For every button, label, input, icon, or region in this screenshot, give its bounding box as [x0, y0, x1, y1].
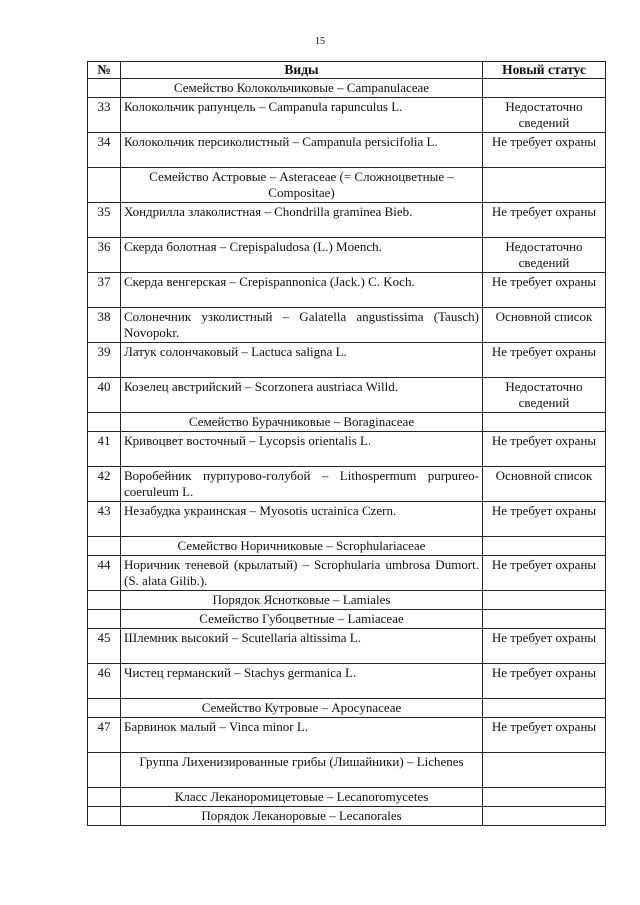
status-value: Недостаточно сведений: [483, 98, 606, 133]
row-number-cell: [88, 753, 121, 788]
row-number-cell: [88, 79, 121, 98]
row-number: 45: [88, 629, 121, 664]
species-name: Барвинок малый – Vinca minor L.: [121, 718, 483, 753]
group-row: [88, 610, 606, 629]
table-row: [88, 203, 606, 238]
table-row: [88, 467, 606, 502]
status-value: Не требует охраны: [483, 343, 606, 378]
status-cell: [483, 591, 606, 610]
row-number: 35: [88, 203, 121, 238]
status-value: Не требует охраны: [483, 203, 606, 238]
group-title: Группа Лихенизированные грибы (Лишайники) – Lichenes: [121, 753, 483, 788]
table-row: [88, 432, 606, 467]
group-row: [88, 807, 606, 826]
row-number: 34: [88, 133, 121, 168]
table-row: [88, 378, 606, 413]
group-title: Семейство Кутровые – Apocynaceae: [121, 699, 483, 718]
species-name: Колокольчик рапунцель – Campanula rapunculus L.: [121, 98, 483, 133]
row-number: 39: [88, 343, 121, 378]
species-name: Скерда болотная – Crepispaludosa (L.) Moench.: [121, 238, 483, 273]
table-row: [88, 98, 606, 133]
status-value: Недостаточно сведений: [483, 378, 606, 413]
table-body: [88, 79, 606, 826]
table-header-row: [88, 62, 606, 79]
row-number-cell: [88, 168, 121, 203]
row-number-cell: [88, 591, 121, 610]
row-number: 40: [88, 378, 121, 413]
group-row: [88, 753, 606, 788]
row-number-cell: [88, 788, 121, 807]
group-title: Семейство Колокольчиковые – Campanulaceae: [121, 79, 483, 98]
row-number: 47: [88, 718, 121, 753]
row-number: 33: [88, 98, 121, 133]
table-row: [88, 502, 606, 537]
status-value: Не требует охраны: [483, 556, 606, 591]
species-name: Колокольчик персиколистный – Campanula persicifolia L.: [121, 133, 483, 168]
species-name: Шлемник высокий – Scutellaria altissima L.: [121, 629, 483, 664]
status-value: Не требует охраны: [483, 629, 606, 664]
status-cell: [483, 168, 606, 203]
row-number-cell: [88, 807, 121, 826]
species-name: Скерда венгерская – Crepispannonica (Jack.) C. Koch.: [121, 273, 483, 308]
status-cell: [483, 807, 606, 826]
status-cell: [483, 753, 606, 788]
species-name: Солонечник узколистный – Galatella angustissima (Tausch) Novopokr.: [121, 308, 483, 343]
table-row: [88, 718, 606, 753]
status-value: Не требует охраны: [483, 273, 606, 308]
row-number-cell: [88, 610, 121, 629]
table-row: [88, 133, 606, 168]
group-title: Семейство Губоцветные – Lamiaceae: [121, 610, 483, 629]
row-number: 42: [88, 467, 121, 502]
row-number: 41: [88, 432, 121, 467]
group-title: Порядок Леканоровые – Lecanorales: [121, 807, 483, 826]
species-name: Козелец австрийский – Scorzonera austriaca Willd.: [121, 378, 483, 413]
group-row: [88, 537, 606, 556]
row-number-cell: [88, 413, 121, 432]
status-cell: [483, 79, 606, 98]
species-status-table: [87, 61, 606, 826]
species-name: Чистец германский – Stachys germanica L.: [121, 664, 483, 699]
row-number: 36: [88, 238, 121, 273]
species-name: Незабудка украинская – Myosotis ucrainica Czern.: [121, 502, 483, 537]
group-title: Семейство Бурачниковые – Boraginaceae: [121, 413, 483, 432]
row-number-cell: [88, 537, 121, 556]
table-row: [88, 343, 606, 378]
table-row: [88, 308, 606, 343]
status-value: Основной список: [483, 467, 606, 502]
group-row: [88, 788, 606, 807]
table-row: [88, 629, 606, 664]
table-row: [88, 664, 606, 699]
group-title: Класс Леканоромицетовые – Lecanoromycetes: [121, 788, 483, 807]
status-cell: [483, 537, 606, 556]
group-row: [88, 591, 606, 610]
column-header-num: №: [88, 62, 121, 79]
group-row: [88, 699, 606, 718]
row-number: 43: [88, 502, 121, 537]
table-row: [88, 273, 606, 308]
status-value: Не требует охраны: [483, 502, 606, 537]
status-value: Основной список: [483, 308, 606, 343]
status-value: Не требует охраны: [483, 718, 606, 753]
species-name: Норичник теневой (крылатый) – Scrophularia umbrosa Dumort. (S. alata Gilib.).: [121, 556, 483, 591]
group-row: [88, 79, 606, 98]
table-row: [88, 238, 606, 273]
status-cell: [483, 699, 606, 718]
status-value: Недостаточно сведений: [483, 238, 606, 273]
column-header-status: Новый статус: [483, 62, 606, 79]
group-row: [88, 168, 606, 203]
group-title: Семейство Норичниковые – Scrophulariaceae: [121, 537, 483, 556]
row-number: 46: [88, 664, 121, 699]
row-number: 37: [88, 273, 121, 308]
status-value: Не требует охраны: [483, 133, 606, 168]
table-row: [88, 556, 606, 591]
row-number-cell: [88, 699, 121, 718]
group-title: Порядок Яснотковые – Lamiales: [121, 591, 483, 610]
row-number: 38: [88, 308, 121, 343]
status-value: Не требует охраны: [483, 664, 606, 699]
status-value: Не требует охраны: [483, 432, 606, 467]
page-number: 15: [315, 36, 325, 47]
column-header-species: Виды: [121, 62, 483, 79]
status-cell: [483, 413, 606, 432]
species-name: Хондрилла злаколистная – Chondrilla graminea Bieb.: [121, 203, 483, 238]
group-title: Семейство Астровые – Asteraceae (= Сложноцветные – Compositae): [121, 168, 483, 203]
group-row: [88, 413, 606, 432]
species-name: Воробейник пурпурово-голубой – Lithospermum purpureo-coeruleum L.: [121, 467, 483, 502]
species-name: Кривоцвет восточный – Lycopsis orientalis L.: [121, 432, 483, 467]
species-name: Латук солончаковый – Lactuca saligna L.: [121, 343, 483, 378]
row-number: 44: [88, 556, 121, 591]
status-cell: [483, 788, 606, 807]
status-cell: [483, 610, 606, 629]
